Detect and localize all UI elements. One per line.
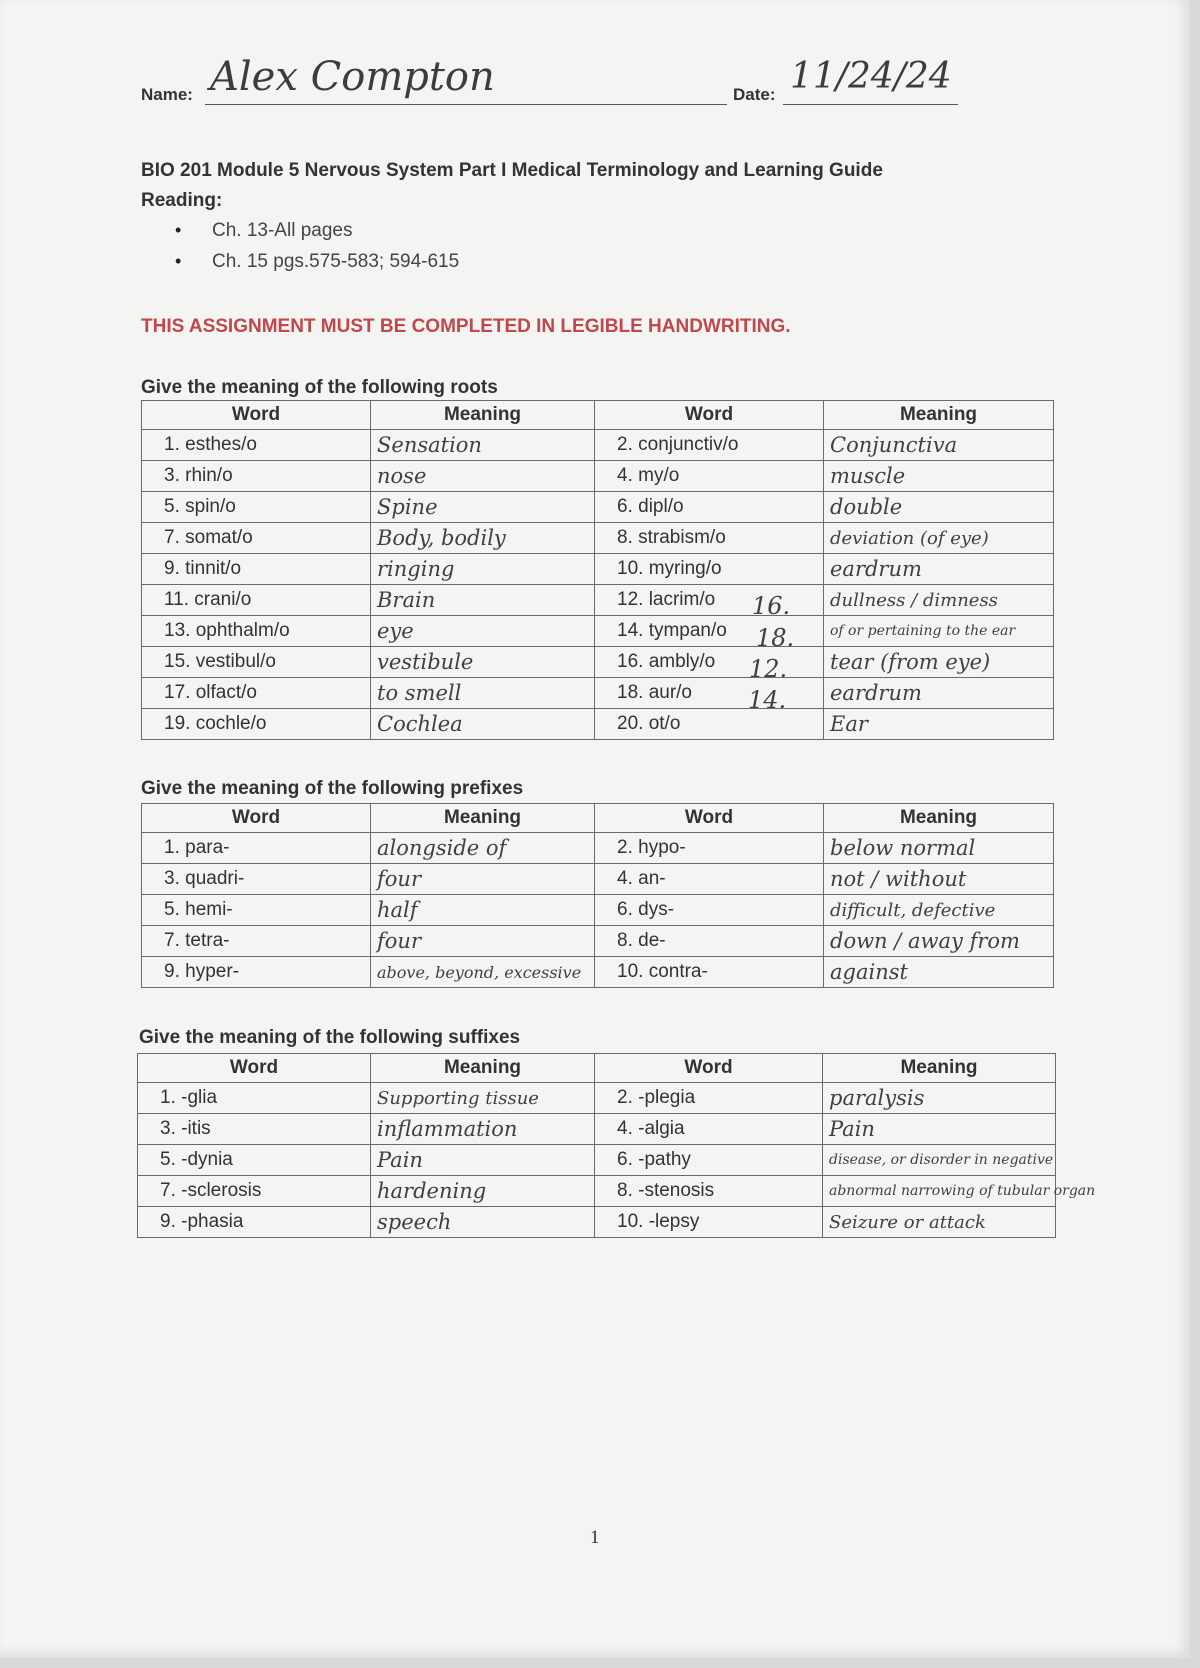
margin-note: 16. bbox=[752, 592, 791, 620]
meaning-cell: Pain bbox=[371, 1145, 595, 1176]
prefixes-table bbox=[141, 803, 1054, 988]
roots-heading: Give the meaning of the following roots bbox=[141, 377, 498, 398]
meaning-cell: down / away from bbox=[824, 926, 1054, 957]
word-cell: 2. -plegia bbox=[595, 1083, 823, 1114]
meaning-cell: to smell bbox=[371, 678, 595, 709]
meaning-cell: Ear bbox=[824, 709, 1054, 740]
word-cell: 7. somat/o bbox=[142, 523, 371, 554]
page-number: 1 bbox=[590, 1527, 600, 1548]
word-cell: 10. contra- bbox=[595, 957, 824, 988]
page-title: BIO 201 Module 5 Nervous System Part I Medical Terminology and Learning Guide bbox=[141, 160, 883, 181]
word-cell: 10. -lepsy bbox=[595, 1207, 823, 1238]
roots-table bbox=[141, 400, 1054, 740]
word-cell: 5. spin/o bbox=[142, 492, 371, 523]
word-cell: 3. -itis bbox=[138, 1114, 371, 1145]
meaning-cell: eye bbox=[371, 616, 595, 647]
table-row bbox=[142, 554, 1054, 585]
word-cell: 10. myring/o bbox=[595, 554, 824, 585]
reading-list bbox=[175, 220, 459, 282]
meaning-cell: of or pertaining to the ear bbox=[824, 616, 1054, 647]
table-row bbox=[142, 895, 1054, 926]
table-row bbox=[142, 585, 1054, 616]
meaning-cell: inflammation bbox=[371, 1114, 595, 1145]
meaning-cell: speech bbox=[371, 1207, 595, 1238]
meaning-cell: double bbox=[824, 492, 1054, 523]
col-meaning: Meaning bbox=[824, 804, 1054, 833]
word-cell: 14. tympan/o bbox=[595, 616, 824, 647]
meaning-cell: disease, or disorder in negative bbox=[823, 1145, 1056, 1176]
col-meaning: Meaning bbox=[823, 1054, 1056, 1083]
col-meaning: Meaning bbox=[371, 401, 595, 430]
table-row bbox=[142, 647, 1054, 678]
meaning-cell: ringing bbox=[371, 554, 595, 585]
word-cell: 9. tinnit/o bbox=[142, 554, 371, 585]
word-cell: 8. -stenosis bbox=[595, 1176, 823, 1207]
word-cell: 11. crani/o bbox=[142, 585, 371, 616]
meaning-cell: four bbox=[371, 926, 595, 957]
meaning-cell: Spine bbox=[371, 492, 595, 523]
meaning-cell: hardening bbox=[371, 1176, 595, 1207]
word-cell: 16. ambly/o bbox=[595, 647, 824, 678]
word-cell: 2. hypo- bbox=[595, 833, 824, 864]
col-meaning: Meaning bbox=[824, 401, 1054, 430]
margin-note: 12. bbox=[749, 655, 788, 683]
name-value: Alex Compton bbox=[210, 54, 495, 100]
meaning-cell: half bbox=[371, 895, 595, 926]
word-cell: 4. an- bbox=[595, 864, 824, 895]
col-word: Word bbox=[138, 1054, 371, 1083]
margin-note: 18. bbox=[756, 624, 795, 652]
word-cell: 5. hemi- bbox=[142, 895, 371, 926]
date-value: 11/24/24 bbox=[790, 56, 952, 97]
word-cell: 19. cochle/o bbox=[142, 709, 371, 740]
word-cell: 8. strabism/o bbox=[595, 523, 824, 554]
table-row bbox=[142, 864, 1054, 895]
col-meaning: Meaning bbox=[371, 1054, 595, 1083]
col-word: Word bbox=[142, 804, 371, 833]
margin-note: 14. bbox=[748, 686, 787, 714]
meaning-cell: Sensation bbox=[371, 430, 595, 461]
table-row bbox=[142, 430, 1054, 461]
meaning-cell: eardrum bbox=[824, 554, 1054, 585]
meaning-cell: Cochlea bbox=[371, 709, 595, 740]
meaning-cell: below normal bbox=[824, 833, 1054, 864]
meaning-cell: Supporting tissue bbox=[371, 1083, 595, 1114]
meaning-cell: vestibule bbox=[371, 647, 595, 678]
word-cell: 1. para- bbox=[142, 833, 371, 864]
table-row bbox=[142, 957, 1054, 988]
table-row bbox=[138, 1083, 1056, 1114]
word-cell: 15. vestibul/o bbox=[142, 647, 371, 678]
table-row bbox=[142, 492, 1054, 523]
meaning-cell: abnormal narrowing of tubular organ bbox=[823, 1176, 1056, 1207]
meaning-cell: dullness / dimness bbox=[824, 585, 1054, 616]
word-cell: 3. quadri- bbox=[142, 864, 371, 895]
word-cell: 20. ot/o bbox=[595, 709, 824, 740]
table-row bbox=[142, 461, 1054, 492]
word-cell: 2. conjunctiv/o bbox=[595, 430, 824, 461]
meaning-cell: above, beyond, excessive bbox=[371, 957, 595, 988]
suffixes-table bbox=[137, 1053, 1096, 1238]
table-row bbox=[138, 1145, 1056, 1176]
word-cell: 5. -dynia bbox=[138, 1145, 371, 1176]
word-cell: 9. -phasia bbox=[138, 1207, 371, 1238]
col-meaning: Meaning bbox=[371, 804, 595, 833]
word-cell: 6. dipl/o bbox=[595, 492, 824, 523]
meaning-cell: against bbox=[824, 957, 1054, 988]
table-row bbox=[142, 523, 1054, 554]
reading-item: • Ch. 13-All pages bbox=[175, 220, 459, 251]
meaning-cell: alongside of bbox=[371, 833, 595, 864]
word-cell: 1. esthes/o bbox=[142, 430, 371, 461]
col-word: Word bbox=[595, 804, 824, 833]
table-row bbox=[142, 926, 1054, 957]
meaning-cell: difficult, defective bbox=[824, 895, 1054, 926]
meaning-cell: paralysis bbox=[823, 1083, 1056, 1114]
meaning-cell: Pain bbox=[823, 1114, 1056, 1145]
word-cell: 18. aur/o bbox=[595, 678, 824, 709]
word-cell: 12. lacrim/o bbox=[595, 585, 824, 616]
word-cell: 8. de- bbox=[595, 926, 824, 957]
prefixes-heading: Give the meaning of the following prefixes bbox=[141, 778, 524, 799]
word-cell: 6. -pathy bbox=[595, 1145, 823, 1176]
meaning-cell: Brain bbox=[371, 585, 595, 616]
meaning-cell: four bbox=[371, 864, 595, 895]
meaning-cell: not / without bbox=[824, 864, 1054, 895]
word-cell: 3. rhin/o bbox=[142, 461, 371, 492]
meaning-cell: muscle bbox=[824, 461, 1054, 492]
meaning-cell: Conjunctiva bbox=[824, 430, 1054, 461]
table-row bbox=[142, 616, 1054, 647]
suffixes-heading: Give the meaning of the following suffixes bbox=[139, 1027, 521, 1048]
word-cell: 1. -glia bbox=[138, 1083, 371, 1114]
date-label: Date: bbox=[733, 85, 776, 104]
col-word: Word bbox=[595, 1054, 823, 1083]
meaning-cell: Seizure or attack bbox=[823, 1207, 1056, 1238]
meaning-cell: tear (from eye) bbox=[824, 647, 1054, 678]
meaning-cell: Body, bodily bbox=[371, 523, 595, 554]
word-cell: 13. ophthalm/o bbox=[142, 616, 371, 647]
word-cell: 4. -algia bbox=[595, 1114, 823, 1145]
word-cell: 9. hyper- bbox=[142, 957, 371, 988]
table-row bbox=[138, 1176, 1056, 1207]
reading-label: Reading: bbox=[141, 190, 223, 211]
meaning-cell: nose bbox=[371, 461, 595, 492]
word-cell: 17. olfact/o bbox=[142, 678, 371, 709]
table-row bbox=[142, 709, 1054, 740]
table-row bbox=[138, 1207, 1056, 1238]
word-cell: 6. dys- bbox=[595, 895, 824, 926]
table-row bbox=[142, 678, 1054, 709]
col-word: Word bbox=[142, 401, 371, 430]
meaning-cell: eardrum bbox=[824, 678, 1054, 709]
word-cell: 7. -sclerosis bbox=[138, 1176, 371, 1207]
table-row bbox=[142, 833, 1054, 864]
col-word: Word bbox=[595, 401, 824, 430]
table-row bbox=[138, 1114, 1056, 1145]
word-cell: 4. my/o bbox=[595, 461, 824, 492]
reading-item: • Ch. 15 pgs.575-583; 594-615 bbox=[175, 251, 459, 282]
name-label: Name: bbox=[141, 85, 193, 104]
word-cell: 7. tetra- bbox=[142, 926, 371, 957]
handwriting-notice: THIS ASSIGNMENT MUST BE COMPLETED IN LEGIBLE HANDWRITING. bbox=[141, 316, 791, 337]
meaning-cell: deviation (of eye) bbox=[824, 523, 1054, 554]
